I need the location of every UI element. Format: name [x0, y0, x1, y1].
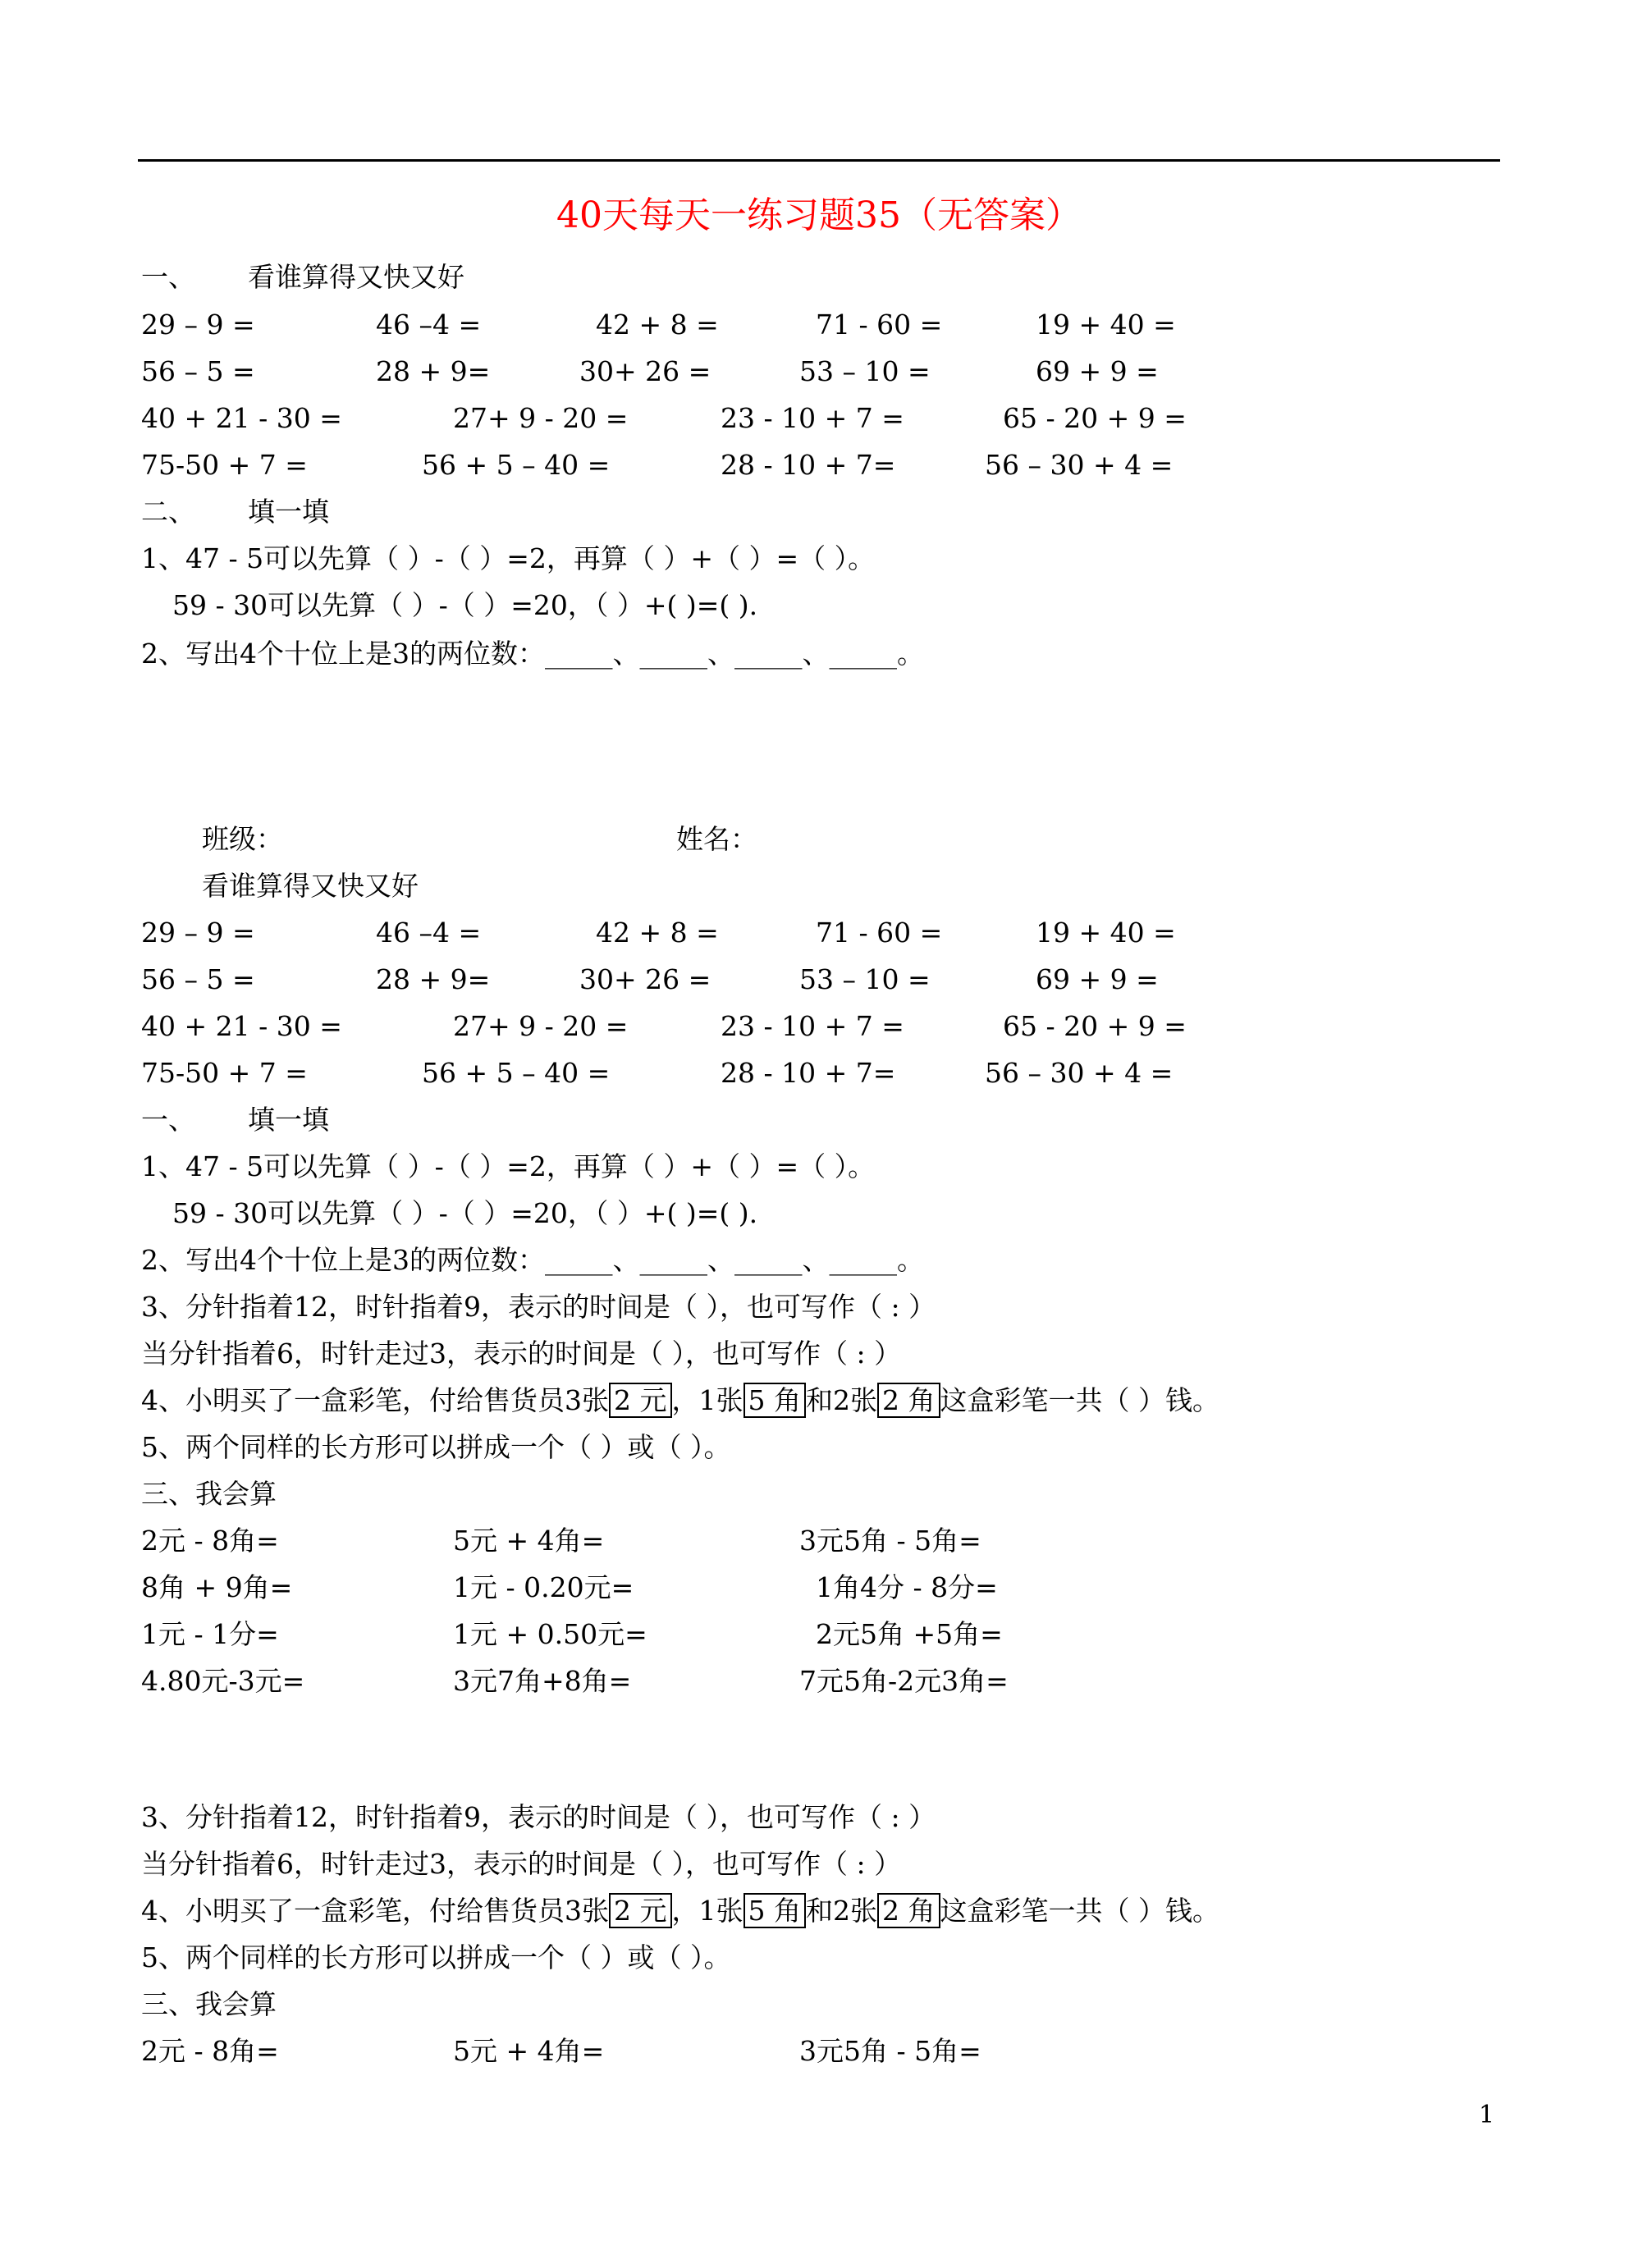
calc-item: 1元 - 1分=	[141, 1618, 279, 1650]
exercise: 56 – 5 =	[141, 963, 255, 995]
exercise: 27+ 9 - 20 =	[453, 402, 629, 434]
exercise: 65 - 20 + 9 =	[1003, 1010, 1187, 1042]
money-box: 5 角	[744, 1383, 807, 1418]
page-number: 1	[1479, 2101, 1495, 2129]
exercise: 23 - 10 + 7 =	[721, 402, 904, 434]
exercise: 46 –4 =	[376, 309, 482, 341]
exercise: 75-50 + 7 =	[141, 1057, 308, 1089]
calc-item: 1元 + 0.50元=	[453, 1618, 647, 1650]
question-line	[141, 1383, 1219, 1419]
exercise: 69 + 9 =	[1036, 355, 1159, 387]
question-line: 2、写出4个十位上是3的两位数：_____、_____、_____、_____。	[141, 638, 924, 670]
section-heading: 三、我会算	[141, 1988, 277, 2020]
page-title: 40天每天一练习题35（无答案）	[556, 194, 1082, 236]
question-text: ，1张	[671, 1895, 744, 1927]
exercise: 19 + 40 =	[1036, 917, 1176, 949]
exercise: 69 + 9 =	[1036, 963, 1159, 995]
exercise: 23 - 10 + 7 =	[721, 1010, 904, 1042]
question-line: 当分针指着6，时针走过3，表示的时间是（ ），也可写作（ : ）	[141, 1848, 902, 1880]
exercise: 29 – 9 =	[141, 309, 255, 341]
exercise: 53 – 10 =	[799, 355, 931, 387]
section-heading-num: 一、	[141, 261, 195, 293]
question-text: 这盒彩笔一共（ ）钱。	[940, 1384, 1219, 1416]
exercise: 27+ 9 - 20 =	[453, 1010, 629, 1042]
calc-item: 1元 - 0.20元=	[453, 1571, 634, 1603]
exercise: 53 – 10 =	[799, 963, 931, 995]
calc-item: 4.80元-3元=	[141, 1665, 305, 1697]
exercise: 56 – 30 + 4 =	[985, 1057, 1174, 1089]
section-heading: 看谁算得又快又好	[202, 870, 419, 902]
exercise: 30+ 26 =	[579, 355, 711, 387]
money-box: 5 角	[744, 1893, 807, 1928]
section-heading: 填一填	[248, 1104, 329, 1136]
exercise: 56 + 5 – 40 =	[422, 1057, 611, 1089]
money-box: 2 角	[877, 1893, 940, 1928]
exercise: 30+ 26 =	[579, 963, 711, 995]
exercise: 40 + 21 - 30 =	[141, 402, 342, 434]
exercise: 40 + 21 - 30 =	[141, 1010, 342, 1042]
header-rule	[138, 159, 1500, 162]
exercise: 71 - 60 =	[816, 309, 943, 341]
money-box: 2 元	[609, 1383, 672, 1418]
exercise: 42 + 8 =	[596, 917, 719, 949]
calc-item: 2元 - 8角=	[141, 1525, 279, 1557]
name-label: 姓名：	[676, 823, 757, 855]
exercise: 71 - 60 =	[816, 917, 943, 949]
exercise: 56 – 5 =	[141, 355, 255, 387]
calc-item: 2元5角 +5角=	[816, 1618, 1003, 1650]
class-label: 班级：	[202, 823, 283, 855]
question-text: ，1张	[671, 1384, 744, 1416]
exercise: 65 - 20 + 9 =	[1003, 402, 1187, 434]
question-line: 当分针指着6，时针走过3，表示的时间是（ ），也可写作（ : ）	[141, 1337, 902, 1369]
section-heading: 看谁算得又快又好	[248, 261, 464, 293]
question-line: 5、两个同样的长方形可以拼成一个（ ）或（ ）。	[141, 1941, 731, 1973]
calc-item: 5元 + 4角=	[453, 2035, 605, 2067]
question-text: 这盒彩笔一共（ ）钱。	[940, 1895, 1219, 1927]
calc-item: 3元7角+8角=	[453, 1665, 632, 1697]
calc-item: 8角 + 9角=	[141, 1571, 293, 1603]
question-line: 5、两个同样的长方形可以拼成一个（ ）或（ ）。	[141, 1431, 731, 1463]
exercise: 28 - 10 + 7=	[721, 1057, 896, 1089]
exercise: 28 + 9=	[376, 355, 491, 387]
exercise: 28 + 9=	[376, 963, 491, 995]
exercise: 29 – 9 =	[141, 917, 255, 949]
question-text: 和2张	[806, 1895, 877, 1927]
question-text: 和2张	[806, 1384, 877, 1416]
question-line: 2、写出4个十位上是3的两位数：_____、_____、_____、_____。	[141, 1244, 924, 1276]
exercise: 28 - 10 + 7=	[721, 449, 896, 481]
exercise: 19 + 40 =	[1036, 309, 1176, 341]
calc-item: 7元5角-2元3角=	[799, 1665, 1009, 1697]
exercise: 42 + 8 =	[596, 309, 719, 341]
question-line: 1、47 - 5可以先算（ ）-（ ）=2，再算（ ）+（ ）=（ ）。	[141, 542, 876, 574]
section-heading-num: 二、	[141, 496, 195, 528]
exercise: 46 –4 =	[376, 917, 482, 949]
money-box: 2 角	[877, 1383, 940, 1418]
section-heading: 三、我会算	[141, 1478, 277, 1510]
question-line: 59 - 30可以先算（ ）-（ ）=20，（ ）+( )=( ).	[172, 589, 758, 621]
calc-item: 3元5角 - 5角=	[799, 2035, 981, 2067]
exercise: 56 + 5 – 40 =	[422, 449, 611, 481]
question-line: 3、分针指着12，时针指着9，表示的时间是（ ），也可写作（ : ）	[141, 1801, 936, 1833]
calc-item: 5元 + 4角=	[453, 1525, 605, 1557]
calc-item: 3元5角 - 5角=	[799, 1525, 981, 1557]
calc-item: 2元 - 8角=	[141, 2035, 279, 2067]
money-box: 2 元	[609, 1893, 672, 1928]
exercise: 56 – 30 + 4 =	[985, 449, 1174, 481]
exercise: 75-50 + 7 =	[141, 449, 308, 481]
question-line: 59 - 30可以先算（ ）-（ ）=20，（ ）+( )=( ).	[172, 1197, 758, 1229]
question-line	[141, 1893, 1219, 1929]
question-text: 4、小明买了一盒彩笔，付给售货员3张	[141, 1384, 609, 1416]
question-text: 4、小明买了一盒彩笔，付给售货员3张	[141, 1895, 609, 1927]
calc-item: 1角4分 - 8分=	[816, 1571, 998, 1603]
question-line: 3、分针指着12，时针指着9，表示的时间是（ ），也可写作（ : ）	[141, 1291, 936, 1323]
section-heading-num: 一、	[141, 1104, 195, 1136]
section-heading: 填一填	[248, 496, 329, 528]
question-line: 1、47 - 5可以先算（ ）-（ ）=2，再算（ ）+（ ）=（ ）。	[141, 1150, 876, 1182]
